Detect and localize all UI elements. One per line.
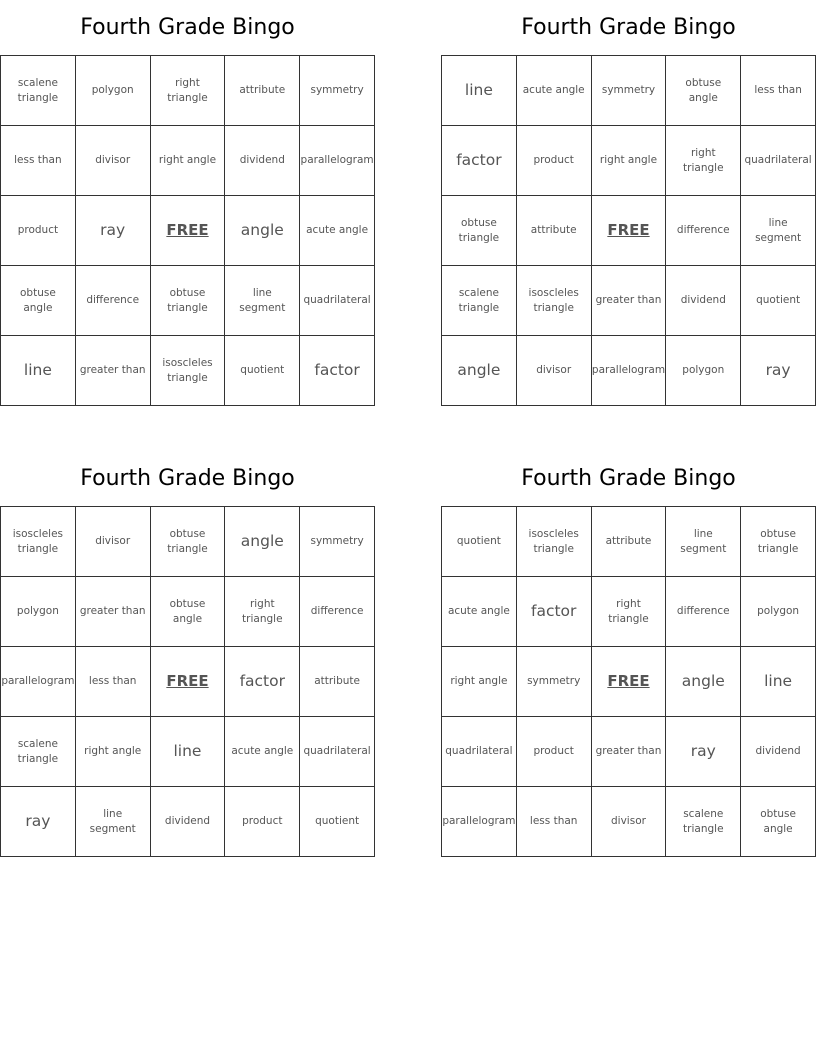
- bingo-cell: factor: [517, 577, 592, 647]
- bingo-cell: line: [741, 647, 816, 717]
- bingo-cell: acute angle: [300, 196, 375, 266]
- bingo-cell: less than: [517, 787, 592, 857]
- bingo-grid: [441, 55, 816, 406]
- bingo-cell: line segment: [666, 507, 741, 577]
- free-space: FREE: [151, 196, 226, 266]
- card-title: Fourth Grade Bingo: [80, 15, 295, 40]
- bingo-cell: line segment: [225, 266, 300, 336]
- bingo-cell: isoscleles triangle: [517, 266, 592, 336]
- bingo-cell: quotient: [741, 266, 816, 336]
- bingo-cell: divisor: [592, 787, 667, 857]
- bingo-cell: attribute: [300, 647, 375, 717]
- card-title: Fourth Grade Bingo: [80, 466, 295, 491]
- bingo-cell: difference: [666, 577, 741, 647]
- free-space: FREE: [151, 647, 226, 717]
- bingo-cell: scalene triangle: [666, 787, 741, 857]
- bingo-cell: quadrilateral: [300, 266, 375, 336]
- bingo-cell: acute angle: [225, 717, 300, 787]
- bingo-cell: ray: [1, 787, 76, 857]
- bingo-cell: right triangle: [151, 56, 226, 126]
- bingo-cell: parallelogram: [300, 126, 375, 196]
- bingo-cell: dividend: [151, 787, 226, 857]
- bingo-cell: ray: [741, 336, 816, 406]
- bingo-cell: product: [1, 196, 76, 266]
- bingo-cell: obtuse angle: [1, 266, 76, 336]
- card-title: Fourth Grade Bingo: [521, 466, 736, 491]
- bingo-cell: less than: [1, 126, 76, 196]
- bingo-cell: difference: [76, 266, 151, 336]
- bingo-cell: greater than: [76, 336, 151, 406]
- bingo-cell: right triangle: [225, 577, 300, 647]
- bingo-cell: parallelogram: [1, 647, 76, 717]
- free-space: FREE: [592, 196, 667, 266]
- bingo-cell: attribute: [225, 56, 300, 126]
- bingo-cell: obtuse triangle: [151, 507, 226, 577]
- bingo-cell: quadrilateral: [442, 717, 517, 787]
- bingo-cell: right angle: [151, 126, 226, 196]
- bingo-cell: obtuse triangle: [151, 266, 226, 336]
- bingo-cell: line: [1, 336, 76, 406]
- bingo-cell: greater than: [592, 266, 667, 336]
- card-title: Fourth Grade Bingo: [521, 15, 736, 40]
- bingo-cell: scalene triangle: [1, 717, 76, 787]
- bingo-cell: divisor: [76, 126, 151, 196]
- bingo-cell: product: [225, 787, 300, 857]
- bingo-cell: right triangle: [666, 126, 741, 196]
- bingo-cell: symmetry: [300, 507, 375, 577]
- bingo-cell: isoscleles triangle: [1, 507, 76, 577]
- bingo-cell: dividend: [666, 266, 741, 336]
- bingo-cell: factor: [225, 647, 300, 717]
- bingo-cell: scalene triangle: [442, 266, 517, 336]
- bingo-cell: isoscleles triangle: [517, 507, 592, 577]
- bingo-cell: angle: [225, 196, 300, 266]
- bingo-cell: divisor: [76, 507, 151, 577]
- bingo-cell: scalene triangle: [1, 56, 76, 126]
- bingo-cell: obtuse angle: [151, 577, 226, 647]
- bingo-cell: difference: [300, 577, 375, 647]
- bingo-cell: difference: [666, 196, 741, 266]
- bingo-cell: angle: [666, 647, 741, 717]
- bingo-cell: greater than: [76, 577, 151, 647]
- bingo-cell: angle: [442, 336, 517, 406]
- bingo-card-4: [441, 451, 816, 857]
- bingo-cell: product: [517, 126, 592, 196]
- bingo-cell: line: [151, 717, 226, 787]
- bingo-cell: dividend: [741, 717, 816, 787]
- bingo-cell: attribute: [592, 507, 667, 577]
- bingo-cell: less than: [76, 647, 151, 717]
- bingo-cell: right triangle: [592, 577, 667, 647]
- bingo-cell: angle: [225, 507, 300, 577]
- bingo-card-2: [441, 0, 816, 406]
- bingo-grid: [0, 506, 375, 857]
- free-space: FREE: [592, 647, 667, 717]
- bingo-cell: right angle: [442, 647, 517, 717]
- bingo-cell: factor: [300, 336, 375, 406]
- bingo-cell: polygon: [76, 56, 151, 126]
- bingo-cell: attribute: [517, 196, 592, 266]
- bingo-cell: polygon: [1, 577, 76, 647]
- bingo-grid: [0, 55, 375, 406]
- bingo-cell: dividend: [225, 126, 300, 196]
- bingo-cell: less than: [741, 56, 816, 126]
- bingo-cell: obtuse triangle: [442, 196, 517, 266]
- bingo-cell: acute angle: [517, 56, 592, 126]
- bingo-cell: ray: [76, 196, 151, 266]
- bingo-cell: obtuse angle: [741, 787, 816, 857]
- bingo-cell: symmetry: [517, 647, 592, 717]
- bingo-cell: acute angle: [442, 577, 517, 647]
- bingo-grid: [441, 506, 816, 857]
- bingo-cell: isoscleles triangle: [151, 336, 226, 406]
- bingo-cell: right angle: [592, 126, 667, 196]
- bingo-cell: symmetry: [592, 56, 667, 126]
- bingo-cell: quadrilateral: [300, 717, 375, 787]
- bingo-cell: parallelogram: [592, 336, 667, 406]
- bingo-card-1: [0, 0, 375, 406]
- bingo-cell: polygon: [741, 577, 816, 647]
- bingo-cell: factor: [442, 126, 517, 196]
- bingo-cell: line: [442, 56, 517, 126]
- bingo-cell: obtuse angle: [666, 56, 741, 126]
- bingo-cell: product: [517, 717, 592, 787]
- bingo-cell: polygon: [666, 336, 741, 406]
- bingo-cell: line segment: [76, 787, 151, 857]
- bingo-cell: quadrilateral: [741, 126, 816, 196]
- bingo-cell: greater than: [592, 717, 667, 787]
- bingo-cell: ray: [666, 717, 741, 787]
- bingo-cell: quotient: [300, 787, 375, 857]
- bingo-cell: quotient: [442, 507, 517, 577]
- bingo-cell: right angle: [76, 717, 151, 787]
- bingo-cell: divisor: [517, 336, 592, 406]
- bingo-card-3: [0, 451, 375, 857]
- bingo-cell: obtuse triangle: [741, 507, 816, 577]
- bingo-cell: parallelogram: [442, 787, 517, 857]
- bingo-cell: symmetry: [300, 56, 375, 126]
- bingo-cell: line segment: [741, 196, 816, 266]
- bingo-cell: quotient: [225, 336, 300, 406]
